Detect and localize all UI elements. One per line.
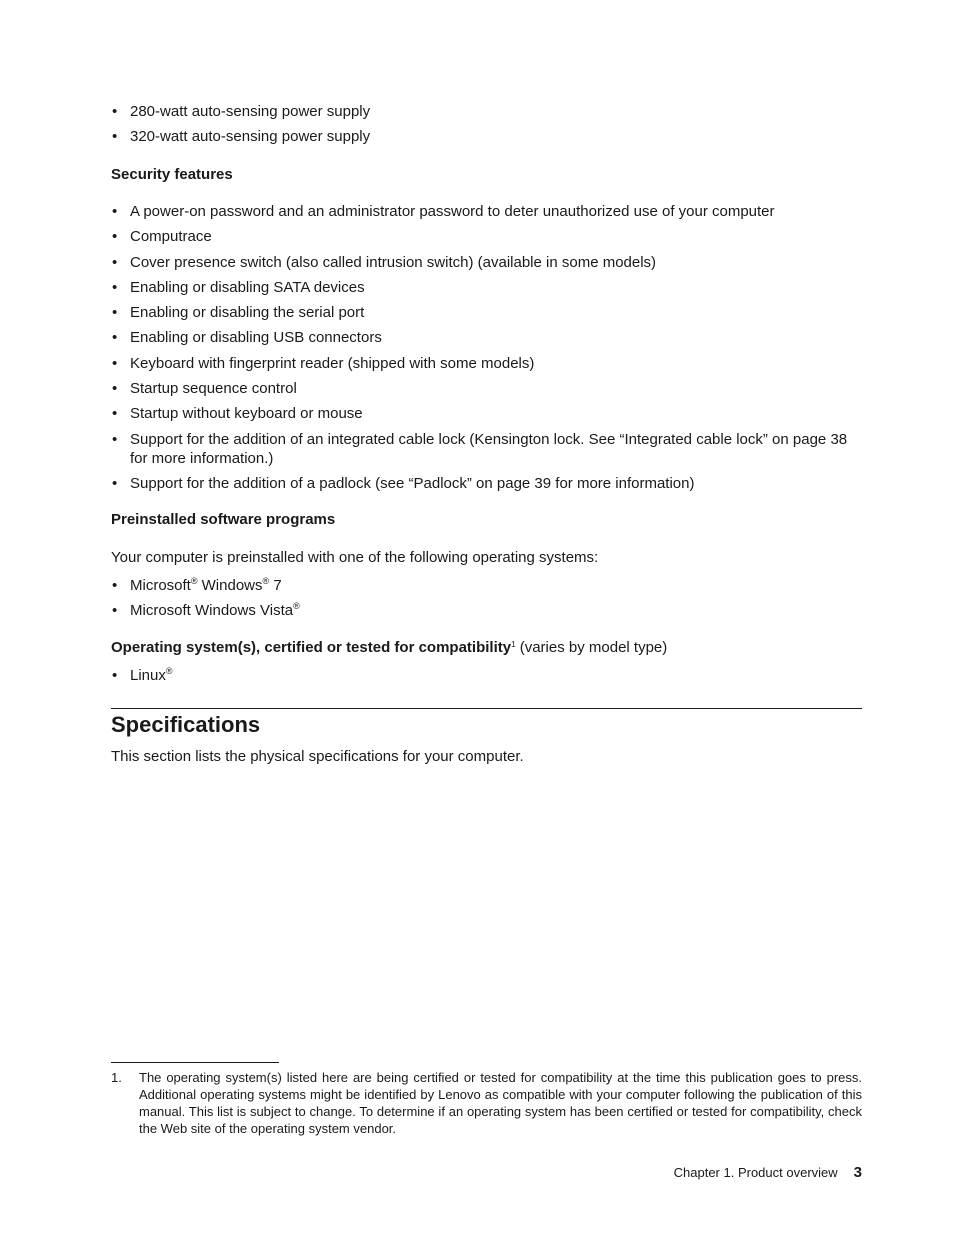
registered-mark: ® (165, 666, 173, 676)
list-item: • Enabling or disabling USB connectors (111, 328, 862, 347)
specifications-intro: This section lists the physical specifications for your computer. (111, 748, 524, 765)
list-item: • Linux® (111, 666, 862, 685)
footnote-divider (111, 1062, 279, 1063)
list-item: • Computrace (111, 227, 862, 246)
certified-os-list (111, 666, 862, 691)
security-list (111, 202, 862, 499)
section-divider (111, 708, 862, 709)
footnote-text: The operating system(s) listed here are being certified or tested for compatibility at the time this publication goes to press. Additional operating systems might be identified by Lenovo as compatible with your computer following the publication of this manual. This list is subject to change. To determine if an operating system has been certified or tested for compatibility, check the Web site of the operating system vendor. (139, 1070, 862, 1136)
list-item: • 320-watt auto-sensing power supply (111, 127, 862, 146)
page-number: 3 (853, 1164, 862, 1181)
os-list (111, 576, 862, 627)
certified-suffix: (varies by model type) (515, 639, 668, 656)
list-item: • Microsoft Windows Vista® (111, 601, 862, 620)
registered-mark: ® (262, 576, 270, 586)
certified-heading-line (111, 638, 862, 657)
footnote-reference: 1 (511, 640, 516, 649)
list-item: • Enabling or disabling the serial port (111, 303, 862, 322)
certified-heading: Operating system(s), certified or tested for compatibility (111, 639, 512, 656)
list-item: • 280-watt auto-sensing power supply (111, 102, 862, 121)
software-intro: Your computer is preinstalled with one of the following operating systems: (111, 549, 599, 566)
list-item: • Support for the addition of a padlock (see “Padlock” on page 39 for more information) (111, 474, 862, 493)
list-item: • Enabling or disabling SATA devices (111, 278, 862, 297)
footnote-number: 1. (111, 1070, 122, 1085)
security-heading: Security features (111, 166, 233, 183)
chapter-label: Chapter 1. Product overview (673, 1165, 838, 1180)
list-item: • Startup sequence control (111, 379, 862, 398)
list-item: • A power-on password and an administrator password to deter unauthorized use of your computer (111, 202, 862, 221)
software-heading: Preinstalled software programs (111, 511, 336, 528)
footnote (111, 1069, 862, 1137)
list-item: • Startup without keyboard or mouse (111, 404, 862, 423)
list-item: • Cover presence switch (also called intrusion switch) (available in some models) (111, 253, 862, 272)
specifications-heading: Specifications (111, 712, 261, 737)
list-item: • Microsoft® Windows® 7 (111, 576, 862, 595)
registered-mark: ® (190, 576, 198, 586)
list-item: • Keyboard with fingerprint reader (shipped with some models) (111, 354, 862, 373)
power-supply-list (111, 102, 862, 153)
page-footer (674, 1163, 862, 1183)
registered-mark: ® (293, 601, 300, 612)
list-item: • Support for the addition of an integrated cable lock (Kensington lock. See “Integrated cable lock” on page 38 for more information.) (111, 430, 862, 468)
